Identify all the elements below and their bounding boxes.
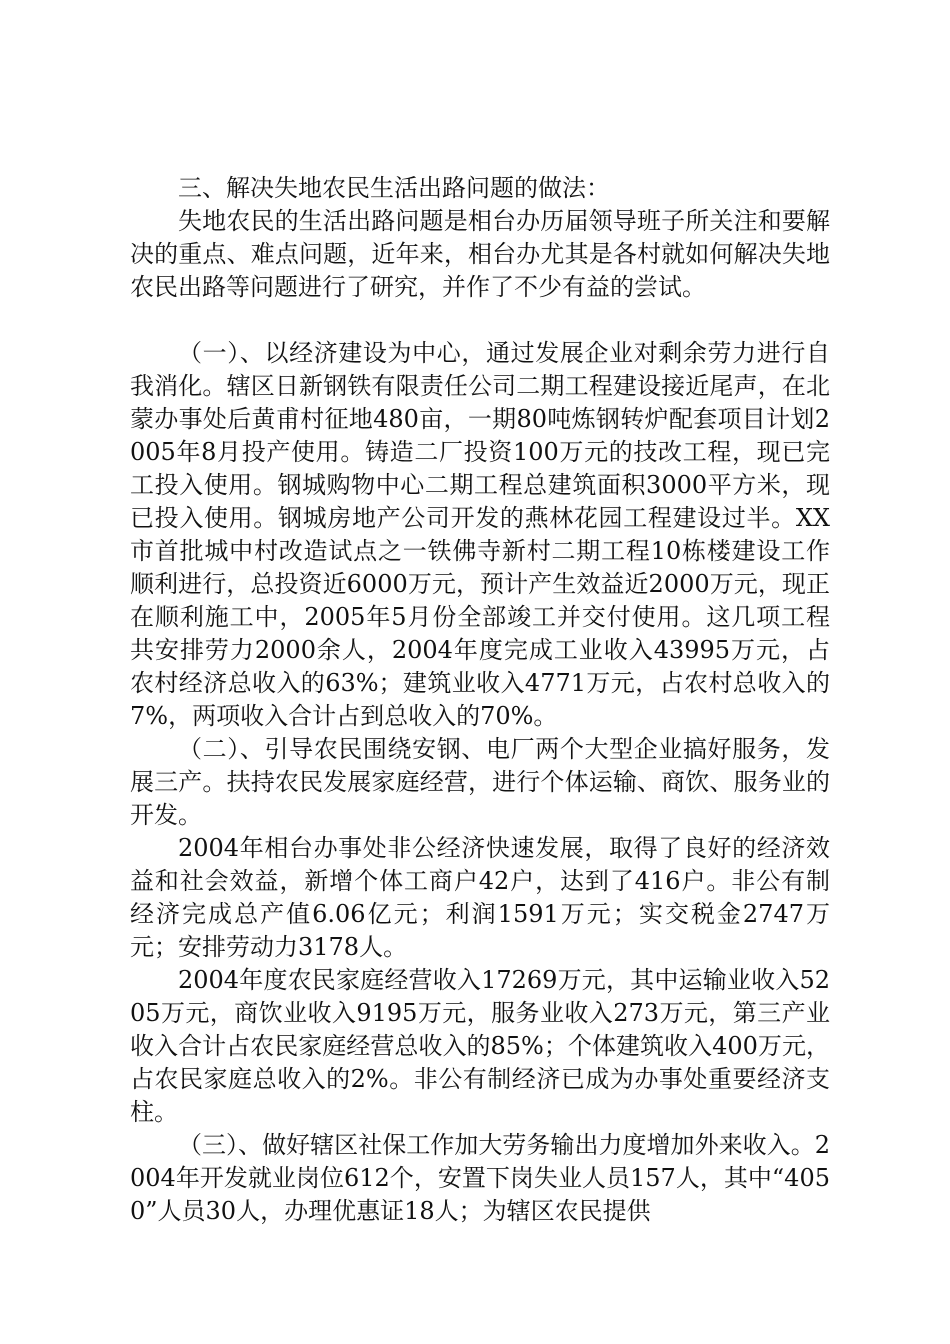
document-body: [130, 172, 830, 1228]
paragraph-item-2: （二）、引导农民围绕安钢、电厂两个大型企业搞好服务，发展三产。扶持农民发展家庭经营，进行个体运输、商饮、服务业的开发。: [130, 735, 830, 829]
paragraph-item-1: （一）、以经济建设为中心，通过发展企业对剩余劳力进行自我消化。辖区日新钢铁有限责任公司二期工程建设接近尾声，在北蒙办事处后黄甫村征地480亩，一期80吨炼钢转炉配套项目计划2005年8月投产使用。铸造二厂投资100万元的技改工程，现已完工投入使用。钢城购物中心二期工程总建筑面积3000平方米，现已投入使用。钢城房地产公司开发的燕林花园工程建设过半。XX市首批城中村改造试点之一铁佛寺新村二期工程10栋楼建设工作顺利进行，总投资近6000万元，预计产生效益近2000万元，现正在顺利施工中，2005年5月份全部竣工并交付使用。这几项工程共安排劳力2000余人，2004年度完成工业收入43995万元，占农村经济总收入的63%；建筑业收入4771万元，占农村总收入的7%，两项收入合计占到总收入的70%。: [130, 339, 830, 730]
paragraph-intro: 失地农民的生活出路问题是相台办历届领导班子所关注和要解决的重点、难点问题，近年来，相台办尤其是各村就如何解决失地农民出路等问题进行了研究，并作了不少有益的尝试。: [130, 207, 830, 301]
paragraph-gap: [130, 304, 830, 337]
paragraph-nonpublic-economy: 2004年相台办事处非公经济快速发展，取得了良好的经济效益和社会效益，新增个体工商户42户，达到了416户。非公有制经济完成总产值6.06亿元；利润1591万元；实交税金2747万元；安排劳动力3178人。: [130, 834, 830, 961]
section-heading: 三、解决失地农民生活出路问题的做法：: [178, 174, 610, 202]
paragraph-item-3: （三）、做好辖区社保工作加大劳务输出力度增加外来收入。2004年开发就业岗位612个，安置下岗失业人员157人，其中“4050”人员30人，办理优惠证18人；为辖区农民提供: [130, 1131, 830, 1225]
paragraph-household-income: 2004年度农民家庭经营收入17269万元，其中运输业收入5205万元，商饮业收入9195万元，服务业收入273万元，第三产业收入合计占农民家庭经营总收入的85%；个体建筑收入400万元，占农民家庭总收入的2%。非公有制经济已成为办事处重要经济支柱。: [130, 966, 830, 1126]
